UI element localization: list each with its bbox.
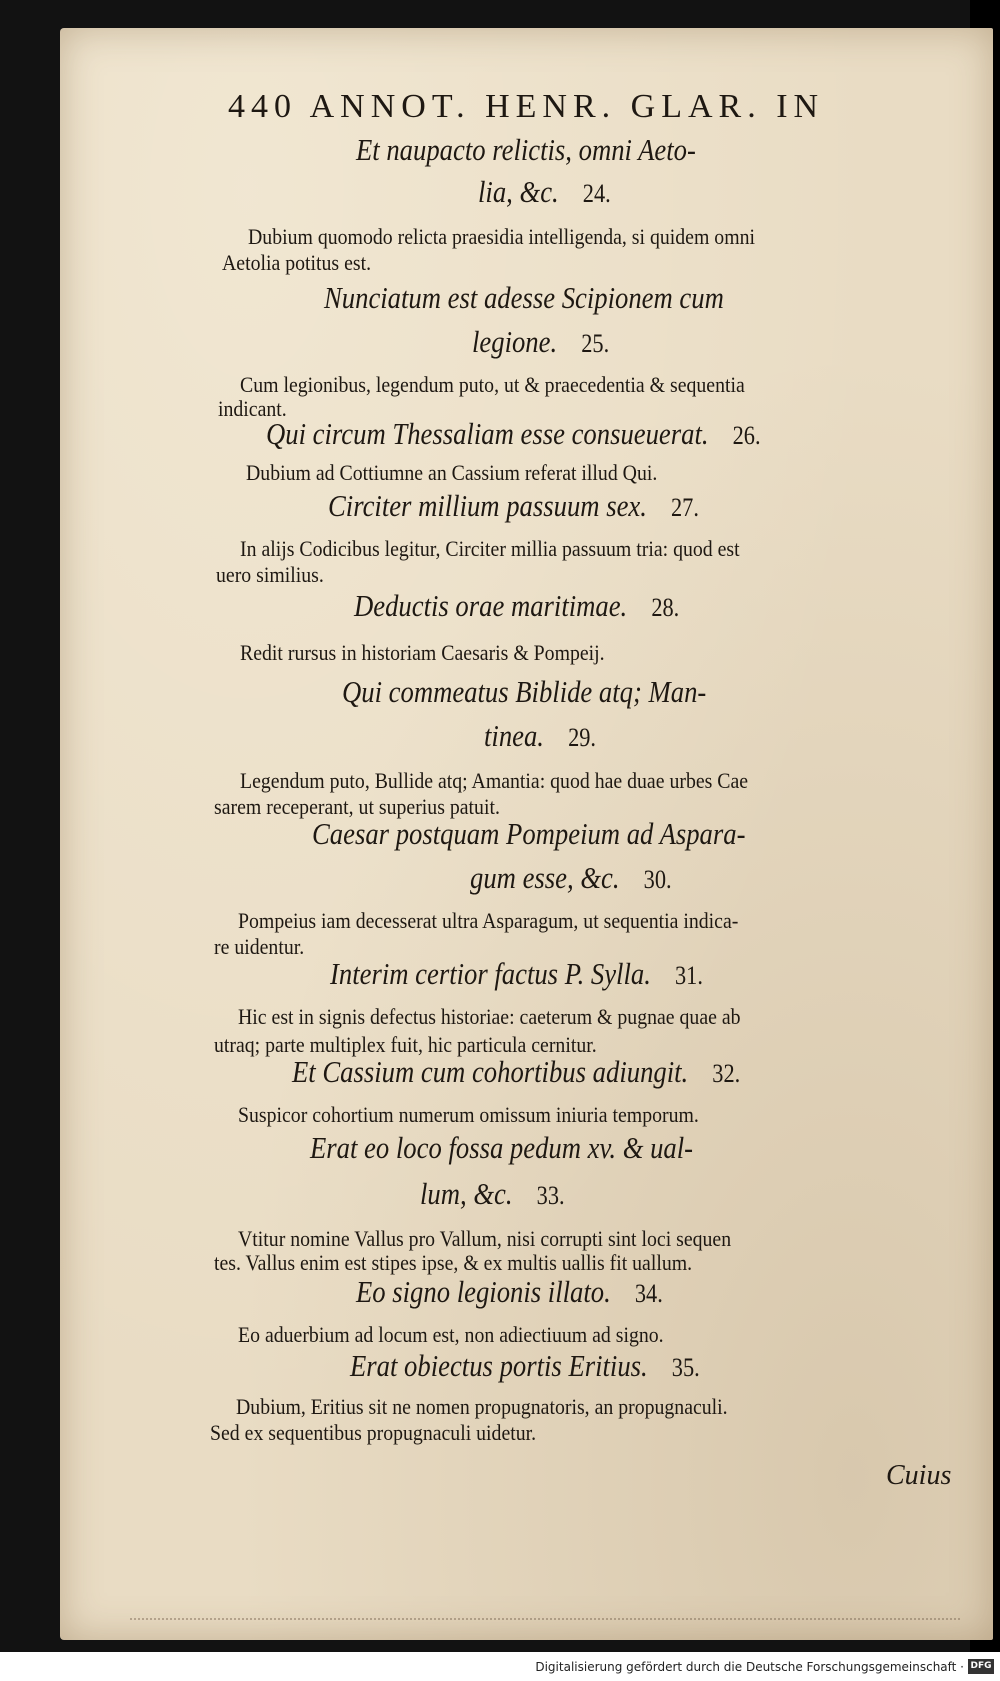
note-line: Dubium ad Cottiumne an Cassium referat illud Qui. — [246, 460, 658, 485]
note-line: Suspicor cohortium numerum omissum iniuria temporum. — [238, 1102, 699, 1127]
book-page — [60, 28, 993, 1640]
lemma-number: 25. — [581, 329, 610, 358]
lemma-line: Erat eo loco fossa pedum xv. & ual- — [310, 1130, 694, 1165]
note-line: Hic est in signis defectus historiae: caeterum & pugnae quae ab — [238, 1004, 741, 1029]
lemma-number: 30. — [643, 865, 672, 894]
lemma-line — [470, 860, 672, 896]
note-line: tes. Vallus enim est stipes ipse, & ex multis uallis fit uallum. — [214, 1250, 693, 1275]
lemma-text: gum esse, &c. — [470, 860, 620, 895]
lemma-number: 33. — [536, 1181, 565, 1210]
note-line: uero similius. — [216, 562, 324, 587]
lemma-text: Eo signo legionis illato. — [356, 1274, 611, 1309]
note-line: Eo aduerbium ad locum est, non adiectiuum ad signo. — [238, 1322, 664, 1347]
note-line: Cum legionibus, legendum puto, ut & praecedentia & sequentia — [240, 372, 745, 397]
note-line: Redit rursus in historiam Caesaris & Pompeij. — [240, 640, 605, 665]
note-line: indicant. — [218, 396, 287, 421]
note-line: Legendum puto, Bullide atq; Amantia: quod hae duae urbes Cae — [240, 768, 749, 793]
note-line: Sed ex sequentibus propugnaculi uidetur. — [210, 1420, 537, 1445]
lemma-line: Caesar postquam Pompeium ad Aspara- — [312, 816, 746, 851]
lemma-text: Erat obiectus portis Eritius. — [350, 1348, 648, 1383]
lemma-line — [420, 1176, 565, 1212]
note-line: Vtitur nomine Vallus pro Vallum, nisi corrupti sint loci sequen — [238, 1226, 732, 1251]
lemma-text: Deductis orae maritimae. — [354, 588, 628, 623]
lemma-number: 31. — [674, 961, 703, 990]
lemma-line: Et naupacto relictis, omni Aeto- — [356, 132, 696, 167]
page-dotted-rule — [130, 1618, 960, 1620]
lemma-number: 32. — [712, 1059, 741, 1088]
running-head: 440 ANNOT. HENR. GLAR. IN — [228, 88, 825, 125]
lemma-text: Et Cassium cum cohortibus adiungit. — [292, 1054, 689, 1089]
note-line: In alijs Codicibus legitur, Circiter millia passuum tria: quod est — [240, 536, 740, 561]
lemma-text: Qui circum Thessaliam esse consueuerat. — [266, 416, 709, 451]
lemma-number: 28. — [651, 593, 680, 622]
lemma-line — [350, 1348, 700, 1384]
dfg-logo: DFG — [968, 1659, 994, 1674]
lemma-text: tinea. — [484, 718, 544, 753]
note-line: Dubium, Eritius sit ne nomen propugnatoris, an propugnaculi. — [236, 1394, 728, 1419]
lemma-line — [266, 416, 761, 452]
lemma-line: Nunciatum est adesse Scipionem cum — [324, 280, 724, 315]
note-line: Pompeius iam decesserat ultra Asparagum, ut sequentia indica- — [238, 908, 739, 933]
lemma-text: legione. — [472, 324, 558, 359]
lemma-text: lum, &c. — [420, 1176, 513, 1211]
lemma-line — [484, 718, 596, 754]
note-line: utraq; parte multiplex fuit, hic particula cernitur. — [214, 1032, 597, 1057]
note-line: sarem receperant, ut superius patuit. — [214, 794, 500, 819]
footer-credit: Digitalisierung gefördert durch die Deutsche Forschungsgemeinschaft · — [535, 1660, 964, 1674]
lemma-text: Interim certior factus P. Sylla. — [330, 956, 651, 991]
lemma-line — [356, 1274, 663, 1310]
lemma-text: Circiter millium passuum sex. — [328, 488, 647, 523]
note-line: re uidentur. — [214, 934, 305, 959]
lemma-line — [292, 1054, 740, 1090]
lemma-number: 26. — [732, 421, 761, 450]
lemma-line — [478, 174, 611, 210]
lemma-line — [330, 956, 703, 992]
lemma-number: 29. — [568, 723, 597, 752]
lemma-line — [328, 488, 699, 524]
note-line: Aetolia potitus est. — [222, 250, 372, 275]
lemma-number: 27. — [671, 493, 699, 522]
lemma-line — [354, 588, 679, 624]
lemma-text: lia, &c. — [478, 174, 559, 209]
lemma-number: 34. — [634, 1279, 663, 1308]
lemma-number: 35. — [671, 1353, 700, 1382]
catchword: Cuius — [886, 1460, 952, 1491]
lemma-line — [472, 324, 609, 360]
note-line: Dubium quomodo relicta praesidia intelligenda, si quidem omni — [248, 224, 756, 249]
lemma-number: 24. — [582, 179, 611, 208]
lemma-line: Qui commeatus Biblide atq; Man- — [342, 674, 707, 709]
